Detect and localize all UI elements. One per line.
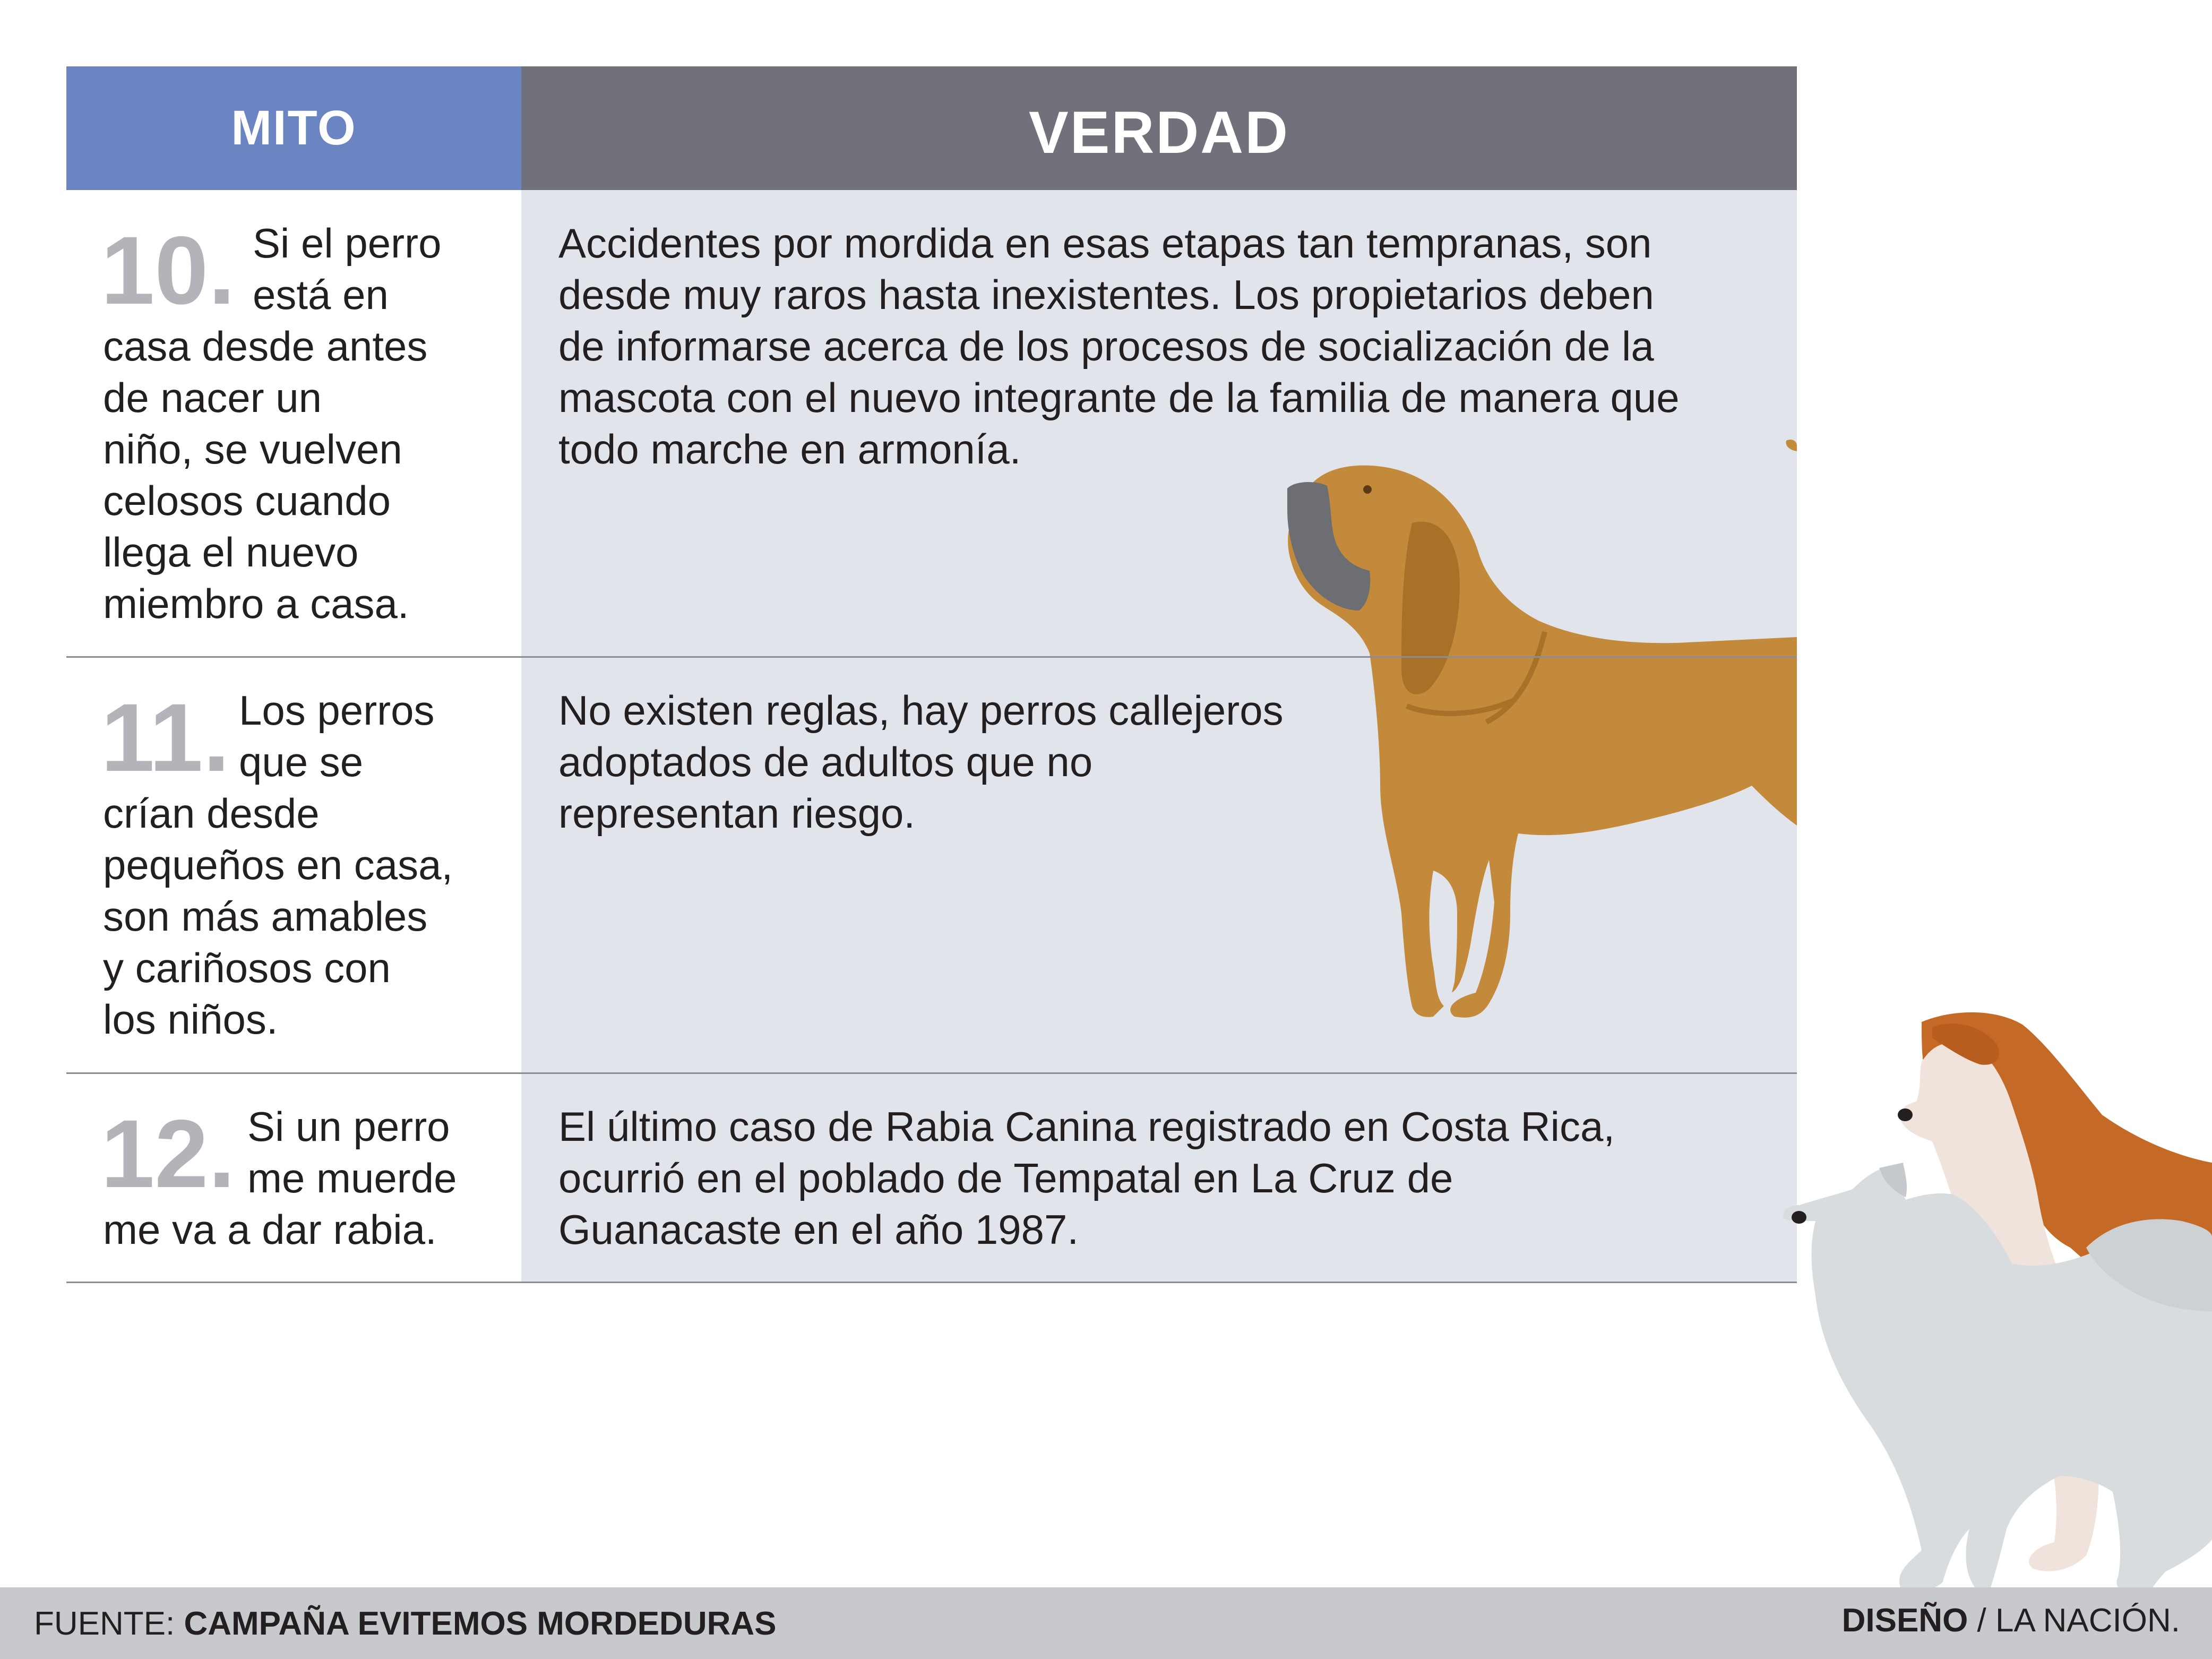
myth-line: Si un perro (247, 1103, 450, 1150)
myth-text (247, 1101, 457, 1204)
myth-line: casa desde antes (103, 323, 428, 369)
row-divider (66, 1282, 1797, 1283)
truth-line: Guanacaste en el año 1987. (558, 1206, 1079, 1253)
footer-credit (1842, 1597, 2180, 1645)
truth-line: mascota con el nuevo integrante de la familia de manera que (558, 374, 1680, 421)
row-divider (66, 656, 1797, 658)
footer-credit-bold: DISEÑO (1841, 1602, 1968, 1639)
myth-number (101, 1099, 236, 1208)
myth-line: me muerde (247, 1155, 457, 1201)
myth-number-label: 10. (101, 216, 236, 324)
myth-text (103, 788, 453, 1045)
myth-line: me va a dar rabia. (103, 1206, 437, 1253)
truth-text (558, 1101, 1615, 1256)
myth-line: está en (253, 271, 389, 318)
myth-line: niño, se vuelven (103, 426, 402, 472)
truth-line: El último caso de Rabia Canina registrado en Costa Rica, (558, 1103, 1615, 1150)
myth-number (101, 683, 230, 792)
myth-number-label: 12. (101, 1099, 236, 1208)
truth-text (558, 685, 1284, 839)
myth-line: pequeños en casa, (103, 841, 453, 888)
myth-line: Si el perro (253, 220, 442, 267)
myth-line: crían desde (103, 790, 320, 837)
footer-source (34, 1600, 777, 1648)
truth-line: desde muy raros hasta inexistentes. Los propietarios deben (558, 271, 1654, 318)
myth-text (103, 1204, 437, 1256)
truth-line: ocurrió en el poblado de Tempatal en La Cruz de (558, 1155, 1453, 1201)
myth-line: de nacer un (103, 374, 322, 421)
myth-text (103, 321, 427, 630)
truth-line: representan riesgo. (558, 790, 916, 837)
myth-line: miembro a casa. (103, 580, 409, 627)
myth-line: que se (239, 738, 364, 785)
row-divider (66, 1072, 1797, 1074)
verdad-header-label: VERDAD (1029, 99, 1289, 166)
myth-number-label: 11. (101, 683, 230, 792)
myth-text (239, 685, 435, 788)
truth-line: de informarse acerca de los procesos de socialización de la (558, 323, 1654, 369)
myth-line: llega el nuevo (103, 529, 359, 575)
truth-text (558, 218, 1680, 475)
myth-number (101, 216, 236, 324)
mito-header-label: MITO (231, 101, 357, 155)
myth-line: Los perros (239, 687, 435, 734)
footer-credit-rest: / LA NACIÓN. (1977, 1602, 2180, 1639)
truth-line: Accidentes por mordida en esas etapas tan tempranas, son (558, 220, 1652, 267)
truth-line: adoptados de adultos que no (558, 738, 1093, 785)
myth-line: y cariñosos con (103, 944, 391, 991)
myth-line: celosos cuando (103, 477, 391, 524)
truth-line: todo marche en armonía. (558, 426, 1021, 472)
myth-line: son más amables (103, 893, 428, 940)
myth-text (253, 218, 442, 321)
footer-source-prefix: FUENTE: (34, 1605, 175, 1642)
myth-line: los niños. (103, 996, 278, 1043)
bloodhound-illustration (1287, 440, 1797, 1018)
footer-source-name: CAMPAÑA EVITEMOS MORDEDURAS (184, 1605, 777, 1642)
truth-line: No existen reglas, hay perros callejeros (558, 687, 1284, 734)
